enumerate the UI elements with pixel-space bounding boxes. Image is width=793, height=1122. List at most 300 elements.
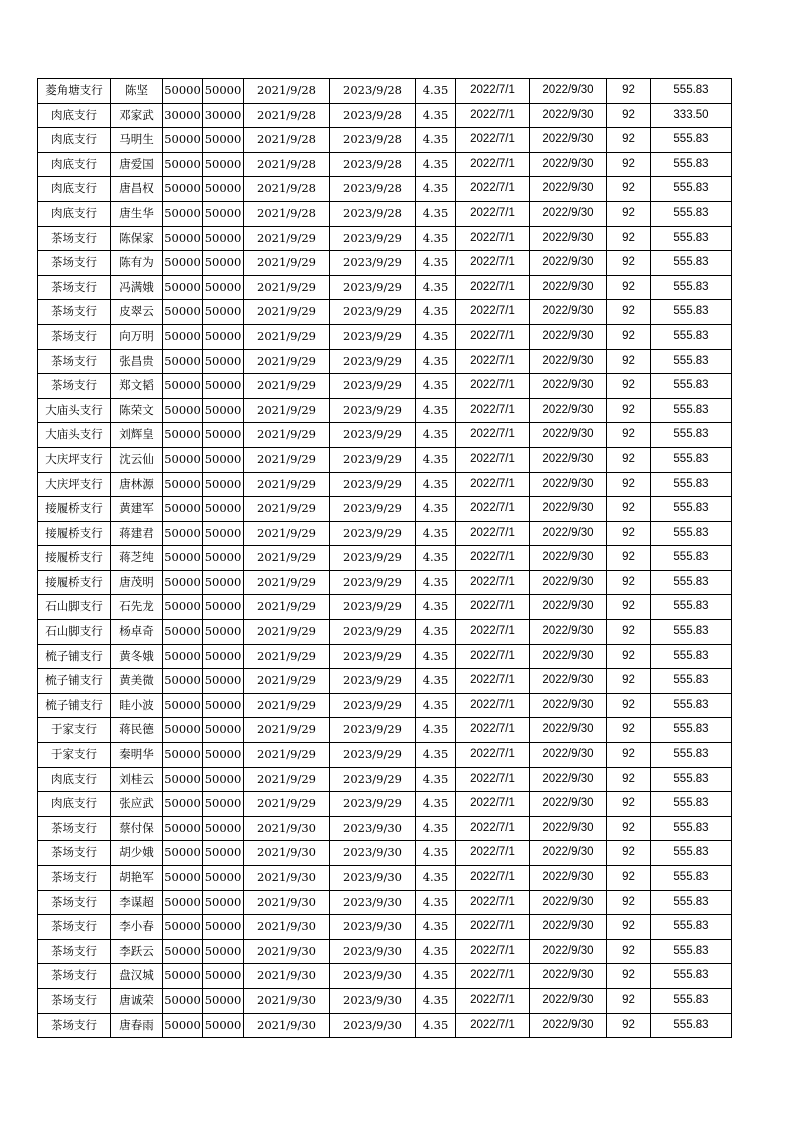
branch-cell: 茶场支行 xyxy=(38,226,111,251)
interest-rate-cell: 4.35 xyxy=(416,472,456,497)
interest-amount-cell: 555.83 xyxy=(651,669,732,694)
period-end-cell: 2022/9/30 xyxy=(530,497,607,522)
loan-due-date-cell: 2023/9/28 xyxy=(330,103,416,128)
period-end-cell: 2022/9/30 xyxy=(530,644,607,669)
loan-due-date-cell: 2023/9/29 xyxy=(330,472,416,497)
loan-amount-cell: 50000 xyxy=(163,226,203,251)
borrower-name-cell: 秦明华 xyxy=(111,743,163,768)
loan-start-date-cell: 2021/9/30 xyxy=(244,816,330,841)
period-start-cell: 2022/7/1 xyxy=(456,472,530,497)
borrower-name-cell: 皮翠云 xyxy=(111,300,163,325)
table-row xyxy=(38,103,732,128)
interest-amount-cell: 555.83 xyxy=(651,79,732,104)
loan-due-date-cell: 2023/9/29 xyxy=(330,447,416,472)
period-end-cell: 2022/9/30 xyxy=(530,620,607,645)
days-cell: 92 xyxy=(607,792,651,817)
period-end-cell: 2022/9/30 xyxy=(530,866,607,891)
loan-due-date-cell: 2023/9/29 xyxy=(330,423,416,448)
loan-start-date-cell: 2021/9/29 xyxy=(244,644,330,669)
branch-cell: 茶场支行 xyxy=(38,964,111,989)
loan-due-date-cell: 2023/9/29 xyxy=(330,620,416,645)
period-end-cell: 2022/9/30 xyxy=(530,1013,607,1038)
interest-amount-cell: 555.83 xyxy=(651,447,732,472)
interest-rate-cell: 4.35 xyxy=(416,841,456,866)
table-row xyxy=(38,866,732,891)
loan-amount-cell: 50000 xyxy=(163,669,203,694)
table-row xyxy=(38,79,732,104)
branch-cell: 接履桥支行 xyxy=(38,497,111,522)
period-start-cell: 2022/7/1 xyxy=(456,349,530,374)
loan-amount-cell: 50000 xyxy=(163,915,203,940)
balance-cell: 50000 xyxy=(203,349,244,374)
period-end-cell: 2022/9/30 xyxy=(530,988,607,1013)
interest-amount-cell: 555.83 xyxy=(651,226,732,251)
interest-rate-cell: 4.35 xyxy=(416,128,456,153)
interest-rate-cell: 4.35 xyxy=(416,521,456,546)
interest-rate-cell: 4.35 xyxy=(416,964,456,989)
borrower-name-cell: 蒋民德 xyxy=(111,718,163,743)
table-row xyxy=(38,275,732,300)
period-start-cell: 2022/7/1 xyxy=(456,201,530,226)
table-row xyxy=(38,300,732,325)
loan-amount-cell: 50000 xyxy=(163,324,203,349)
days-cell: 92 xyxy=(607,743,651,768)
interest-amount-cell: 555.83 xyxy=(651,1013,732,1038)
interest-amount-cell: 555.83 xyxy=(651,890,732,915)
loan-start-date-cell: 2021/9/28 xyxy=(244,103,330,128)
interest-rate-cell: 4.35 xyxy=(416,423,456,448)
days-cell: 92 xyxy=(607,300,651,325)
table-row xyxy=(38,718,732,743)
loan-amount-cell: 50000 xyxy=(163,767,203,792)
interest-rate-cell: 4.35 xyxy=(416,497,456,522)
period-start-cell: 2022/7/1 xyxy=(456,546,530,571)
period-start-cell: 2022/7/1 xyxy=(456,644,530,669)
loan-due-date-cell: 2023/9/29 xyxy=(330,275,416,300)
loan-amount-cell: 50000 xyxy=(163,939,203,964)
loan-due-date-cell: 2023/9/29 xyxy=(330,226,416,251)
period-start-cell: 2022/7/1 xyxy=(456,841,530,866)
branch-cell: 肉底支行 xyxy=(38,152,111,177)
days-cell: 92 xyxy=(607,374,651,399)
interest-amount-cell: 555.83 xyxy=(651,275,732,300)
loan-due-date-cell: 2023/9/30 xyxy=(330,841,416,866)
period-start-cell: 2022/7/1 xyxy=(456,767,530,792)
loan-start-date-cell: 2021/9/29 xyxy=(244,792,330,817)
interest-amount-cell: 555.83 xyxy=(651,939,732,964)
period-end-cell: 2022/9/30 xyxy=(530,251,607,276)
days-cell: 92 xyxy=(607,915,651,940)
balance-cell: 50000 xyxy=(203,324,244,349)
interest-rate-cell: 4.35 xyxy=(416,103,456,128)
table-row xyxy=(38,669,732,694)
loan-start-date-cell: 2021/9/29 xyxy=(244,324,330,349)
table-row xyxy=(38,743,732,768)
table-row xyxy=(38,546,732,571)
period-end-cell: 2022/9/30 xyxy=(530,939,607,964)
loan-start-date-cell: 2021/9/29 xyxy=(244,497,330,522)
interest-amount-cell: 555.83 xyxy=(651,816,732,841)
period-start-cell: 2022/7/1 xyxy=(456,570,530,595)
loan-amount-cell: 50000 xyxy=(163,890,203,915)
interest-amount-cell: 555.83 xyxy=(651,644,732,669)
interest-rate-cell: 4.35 xyxy=(416,177,456,202)
period-start-cell: 2022/7/1 xyxy=(456,177,530,202)
loan-amount-cell: 50000 xyxy=(163,1013,203,1038)
loan-due-date-cell: 2023/9/29 xyxy=(330,669,416,694)
branch-cell: 于家支行 xyxy=(38,743,111,768)
period-start-cell: 2022/7/1 xyxy=(456,866,530,891)
loan-due-date-cell: 2023/9/29 xyxy=(330,792,416,817)
loan-due-date-cell: 2023/9/28 xyxy=(330,201,416,226)
days-cell: 92 xyxy=(607,472,651,497)
period-end-cell: 2022/9/30 xyxy=(530,743,607,768)
borrower-name-cell: 黄冬娥 xyxy=(111,644,163,669)
table-row xyxy=(38,767,732,792)
table-row xyxy=(38,595,732,620)
days-cell: 92 xyxy=(607,497,651,522)
interest-amount-cell: 555.83 xyxy=(651,374,732,399)
days-cell: 92 xyxy=(607,644,651,669)
period-start-cell: 2022/7/1 xyxy=(456,1013,530,1038)
period-start-cell: 2022/7/1 xyxy=(456,251,530,276)
loan-amount-cell: 50000 xyxy=(163,79,203,104)
branch-cell: 大庙头支行 xyxy=(38,398,111,423)
balance-cell: 50000 xyxy=(203,79,244,104)
branch-cell: 茶场支行 xyxy=(38,939,111,964)
borrower-name-cell: 陈有为 xyxy=(111,251,163,276)
branch-cell: 大庙头支行 xyxy=(38,423,111,448)
loan-due-date-cell: 2023/9/28 xyxy=(330,152,416,177)
loan-due-date-cell: 2023/9/29 xyxy=(330,743,416,768)
loan-amount-cell: 50000 xyxy=(163,964,203,989)
borrower-name-cell: 蒋建君 xyxy=(111,521,163,546)
loan-amount-cell: 50000 xyxy=(163,743,203,768)
interest-amount-cell: 555.83 xyxy=(651,497,732,522)
balance-cell: 50000 xyxy=(203,570,244,595)
table-row xyxy=(38,915,732,940)
balance-cell: 50000 xyxy=(203,669,244,694)
interest-amount-cell: 555.83 xyxy=(651,595,732,620)
period-start-cell: 2022/7/1 xyxy=(456,103,530,128)
table-row xyxy=(38,644,732,669)
days-cell: 92 xyxy=(607,546,651,571)
period-end-cell: 2022/9/30 xyxy=(530,767,607,792)
days-cell: 92 xyxy=(607,521,651,546)
balance-cell: 50000 xyxy=(203,620,244,645)
loan-start-date-cell: 2021/9/29 xyxy=(244,743,330,768)
days-cell: 92 xyxy=(607,79,651,104)
interest-rate-cell: 4.35 xyxy=(416,300,456,325)
loan-due-date-cell: 2023/9/29 xyxy=(330,767,416,792)
branch-cell: 肉底支行 xyxy=(38,103,111,128)
interest-rate-cell: 4.35 xyxy=(416,201,456,226)
branch-cell: 石山脚支行 xyxy=(38,595,111,620)
days-cell: 92 xyxy=(607,1013,651,1038)
table-body xyxy=(38,79,732,1038)
balance-cell: 50000 xyxy=(203,226,244,251)
loan-amount-cell: 50000 xyxy=(163,693,203,718)
loan-amount-cell: 50000 xyxy=(163,152,203,177)
interest-amount-cell: 555.83 xyxy=(651,128,732,153)
loan-start-date-cell: 2021/9/28 xyxy=(244,79,330,104)
borrower-name-cell: 蒋芝纯 xyxy=(111,546,163,571)
table-row xyxy=(38,324,732,349)
period-end-cell: 2022/9/30 xyxy=(530,300,607,325)
borrower-name-cell: 郑文韬 xyxy=(111,374,163,399)
table-row xyxy=(38,988,732,1013)
period-start-cell: 2022/7/1 xyxy=(456,915,530,940)
loan-start-date-cell: 2021/9/30 xyxy=(244,1013,330,1038)
period-start-cell: 2022/7/1 xyxy=(456,152,530,177)
loan-due-date-cell: 2023/9/30 xyxy=(330,1013,416,1038)
period-end-cell: 2022/9/30 xyxy=(530,841,607,866)
balance-cell: 50000 xyxy=(203,939,244,964)
balance-cell: 50000 xyxy=(203,374,244,399)
branch-cell: 梳子铺支行 xyxy=(38,693,111,718)
loan-due-date-cell: 2023/9/30 xyxy=(330,915,416,940)
period-end-cell: 2022/9/30 xyxy=(530,177,607,202)
interest-amount-cell: 555.83 xyxy=(651,866,732,891)
borrower-name-cell: 陈荣文 xyxy=(111,398,163,423)
loan-amount-cell: 50000 xyxy=(163,570,203,595)
interest-rate-cell: 4.35 xyxy=(416,251,456,276)
table-row xyxy=(38,226,732,251)
balance-cell: 50000 xyxy=(203,251,244,276)
days-cell: 92 xyxy=(607,226,651,251)
days-cell: 92 xyxy=(607,718,651,743)
loan-amount-cell: 50000 xyxy=(163,816,203,841)
loan-due-date-cell: 2023/9/29 xyxy=(330,570,416,595)
loan-due-date-cell: 2023/9/29 xyxy=(330,644,416,669)
balance-cell: 50000 xyxy=(203,693,244,718)
branch-cell: 于家支行 xyxy=(38,718,111,743)
interest-rate-cell: 4.35 xyxy=(416,669,456,694)
branch-cell: 茶场支行 xyxy=(38,300,111,325)
loan-amount-cell: 50000 xyxy=(163,423,203,448)
table-row xyxy=(38,251,732,276)
balance-cell: 50000 xyxy=(203,398,244,423)
branch-cell: 茶场支行 xyxy=(38,324,111,349)
interest-amount-cell: 555.83 xyxy=(651,251,732,276)
interest-rate-cell: 4.35 xyxy=(416,546,456,571)
period-start-cell: 2022/7/1 xyxy=(456,423,530,448)
period-start-cell: 2022/7/1 xyxy=(456,324,530,349)
borrower-name-cell: 刘桂云 xyxy=(111,767,163,792)
loan-amount-cell: 50000 xyxy=(163,644,203,669)
balance-cell: 50000 xyxy=(203,743,244,768)
interest-rate-cell: 4.35 xyxy=(416,988,456,1013)
loan-due-date-cell: 2023/9/29 xyxy=(330,693,416,718)
period-start-cell: 2022/7/1 xyxy=(456,816,530,841)
table-row xyxy=(38,816,732,841)
loan-due-date-cell: 2023/9/29 xyxy=(330,521,416,546)
balance-cell: 50000 xyxy=(203,866,244,891)
borrower-name-cell: 冯满娥 xyxy=(111,275,163,300)
balance-cell: 50000 xyxy=(203,152,244,177)
borrower-name-cell: 盘汉城 xyxy=(111,964,163,989)
loan-amount-cell: 50000 xyxy=(163,718,203,743)
loan-start-date-cell: 2021/9/29 xyxy=(244,349,330,374)
borrower-name-cell: 刘辉皇 xyxy=(111,423,163,448)
table-row xyxy=(38,620,732,645)
loan-start-date-cell: 2021/9/29 xyxy=(244,521,330,546)
days-cell: 92 xyxy=(607,398,651,423)
balance-cell: 50000 xyxy=(203,1013,244,1038)
interest-rate-cell: 4.35 xyxy=(416,915,456,940)
borrower-name-cell: 张应武 xyxy=(111,792,163,817)
branch-cell: 茶场支行 xyxy=(38,890,111,915)
loan-amount-cell: 50000 xyxy=(163,866,203,891)
branch-cell: 肉底支行 xyxy=(38,767,111,792)
interest-amount-cell: 555.83 xyxy=(651,423,732,448)
table-row xyxy=(38,693,732,718)
borrower-name-cell: 陈保家 xyxy=(111,226,163,251)
table-row xyxy=(38,570,732,595)
branch-cell: 肉底支行 xyxy=(38,792,111,817)
branch-cell: 茶场支行 xyxy=(38,866,111,891)
branch-cell: 茶场支行 xyxy=(38,915,111,940)
interest-rate-cell: 4.35 xyxy=(416,816,456,841)
days-cell: 92 xyxy=(607,964,651,989)
period-end-cell: 2022/9/30 xyxy=(530,718,607,743)
interest-rate-cell: 4.35 xyxy=(416,447,456,472)
period-end-cell: 2022/9/30 xyxy=(530,792,607,817)
days-cell: 92 xyxy=(607,447,651,472)
loan-start-date-cell: 2021/9/28 xyxy=(244,152,330,177)
period-end-cell: 2022/9/30 xyxy=(530,79,607,104)
period-end-cell: 2022/9/30 xyxy=(530,546,607,571)
table-row xyxy=(38,423,732,448)
loan-due-date-cell: 2023/9/30 xyxy=(330,816,416,841)
borrower-name-cell: 唐爱国 xyxy=(111,152,163,177)
table-row xyxy=(38,152,732,177)
period-start-cell: 2022/7/1 xyxy=(456,79,530,104)
branch-cell: 肉底支行 xyxy=(38,201,111,226)
balance-cell: 50000 xyxy=(203,447,244,472)
borrower-name-cell: 李跃云 xyxy=(111,939,163,964)
balance-cell: 50000 xyxy=(203,128,244,153)
loan-due-date-cell: 2023/9/29 xyxy=(330,349,416,374)
interest-rate-cell: 4.35 xyxy=(416,866,456,891)
borrower-name-cell: 胡艳军 xyxy=(111,866,163,891)
loan-due-date-cell: 2023/9/29 xyxy=(330,497,416,522)
interest-amount-cell: 555.83 xyxy=(651,472,732,497)
period-end-cell: 2022/9/30 xyxy=(530,152,607,177)
period-end-cell: 2022/9/30 xyxy=(530,201,607,226)
loan-start-date-cell: 2021/9/29 xyxy=(244,546,330,571)
period-start-cell: 2022/7/1 xyxy=(456,226,530,251)
balance-cell: 50000 xyxy=(203,177,244,202)
table-row xyxy=(38,201,732,226)
loan-amount-cell: 50000 xyxy=(163,546,203,571)
interest-rate-cell: 4.35 xyxy=(416,226,456,251)
loan-start-date-cell: 2021/9/29 xyxy=(244,718,330,743)
borrower-name-cell: 唐春雨 xyxy=(111,1013,163,1038)
interest-rate-cell: 4.35 xyxy=(416,79,456,104)
days-cell: 92 xyxy=(607,988,651,1013)
period-end-cell: 2022/9/30 xyxy=(530,423,607,448)
interest-amount-cell: 555.83 xyxy=(651,324,732,349)
period-end-cell: 2022/9/30 xyxy=(530,816,607,841)
branch-cell: 接履桥支行 xyxy=(38,570,111,595)
interest-amount-cell: 555.83 xyxy=(651,177,732,202)
interest-amount-cell: 555.83 xyxy=(651,398,732,423)
balance-cell: 50000 xyxy=(203,841,244,866)
borrower-name-cell: 眭小波 xyxy=(111,693,163,718)
balance-cell: 50000 xyxy=(203,497,244,522)
document-page xyxy=(37,78,732,1038)
interest-rate-cell: 4.35 xyxy=(416,570,456,595)
loan-due-date-cell: 2023/9/30 xyxy=(330,866,416,891)
period-start-cell: 2022/7/1 xyxy=(456,890,530,915)
period-end-cell: 2022/9/30 xyxy=(530,570,607,595)
table-row xyxy=(38,472,732,497)
days-cell: 92 xyxy=(607,866,651,891)
period-start-cell: 2022/7/1 xyxy=(456,497,530,522)
days-cell: 92 xyxy=(607,841,651,866)
table-row xyxy=(38,497,732,522)
loan-start-date-cell: 2021/9/29 xyxy=(244,570,330,595)
days-cell: 92 xyxy=(607,669,651,694)
loan-interest-table xyxy=(37,78,732,1038)
loan-start-date-cell: 2021/9/29 xyxy=(244,275,330,300)
loan-start-date-cell: 2021/9/29 xyxy=(244,767,330,792)
period-start-cell: 2022/7/1 xyxy=(456,398,530,423)
loan-amount-cell: 50000 xyxy=(163,988,203,1013)
period-end-cell: 2022/9/30 xyxy=(530,669,607,694)
interest-amount-cell: 555.83 xyxy=(651,964,732,989)
borrower-name-cell: 向万明 xyxy=(111,324,163,349)
table-row xyxy=(38,128,732,153)
loan-start-date-cell: 2021/9/29 xyxy=(244,251,330,276)
balance-cell: 50000 xyxy=(203,275,244,300)
borrower-name-cell: 李小春 xyxy=(111,915,163,940)
period-start-cell: 2022/7/1 xyxy=(456,521,530,546)
period-start-cell: 2022/7/1 xyxy=(456,988,530,1013)
borrower-name-cell: 黄建军 xyxy=(111,497,163,522)
period-end-cell: 2022/9/30 xyxy=(530,472,607,497)
loan-due-date-cell: 2023/9/28 xyxy=(330,128,416,153)
days-cell: 92 xyxy=(607,816,651,841)
loan-due-date-cell: 2023/9/30 xyxy=(330,988,416,1013)
interest-rate-cell: 4.35 xyxy=(416,767,456,792)
period-end-cell: 2022/9/30 xyxy=(530,349,607,374)
days-cell: 92 xyxy=(607,177,651,202)
branch-cell: 梳子铺支行 xyxy=(38,644,111,669)
interest-rate-cell: 4.35 xyxy=(416,595,456,620)
loan-amount-cell: 50000 xyxy=(163,177,203,202)
loan-start-date-cell: 2021/9/28 xyxy=(244,177,330,202)
borrower-name-cell: 张昌贵 xyxy=(111,349,163,374)
interest-rate-cell: 4.35 xyxy=(416,890,456,915)
branch-cell: 大庆坪支行 xyxy=(38,472,111,497)
loan-start-date-cell: 2021/9/29 xyxy=(244,693,330,718)
loan-amount-cell: 50000 xyxy=(163,275,203,300)
balance-cell: 50000 xyxy=(203,767,244,792)
balance-cell: 50000 xyxy=(203,595,244,620)
interest-rate-cell: 4.35 xyxy=(416,324,456,349)
table-row xyxy=(38,398,732,423)
balance-cell: 50000 xyxy=(203,201,244,226)
table-row xyxy=(38,447,732,472)
branch-cell: 肉底支行 xyxy=(38,128,111,153)
interest-rate-cell: 4.35 xyxy=(416,275,456,300)
borrower-name-cell: 唐诚荣 xyxy=(111,988,163,1013)
loan-due-date-cell: 2023/9/28 xyxy=(330,177,416,202)
days-cell: 92 xyxy=(607,890,651,915)
balance-cell: 50000 xyxy=(203,521,244,546)
